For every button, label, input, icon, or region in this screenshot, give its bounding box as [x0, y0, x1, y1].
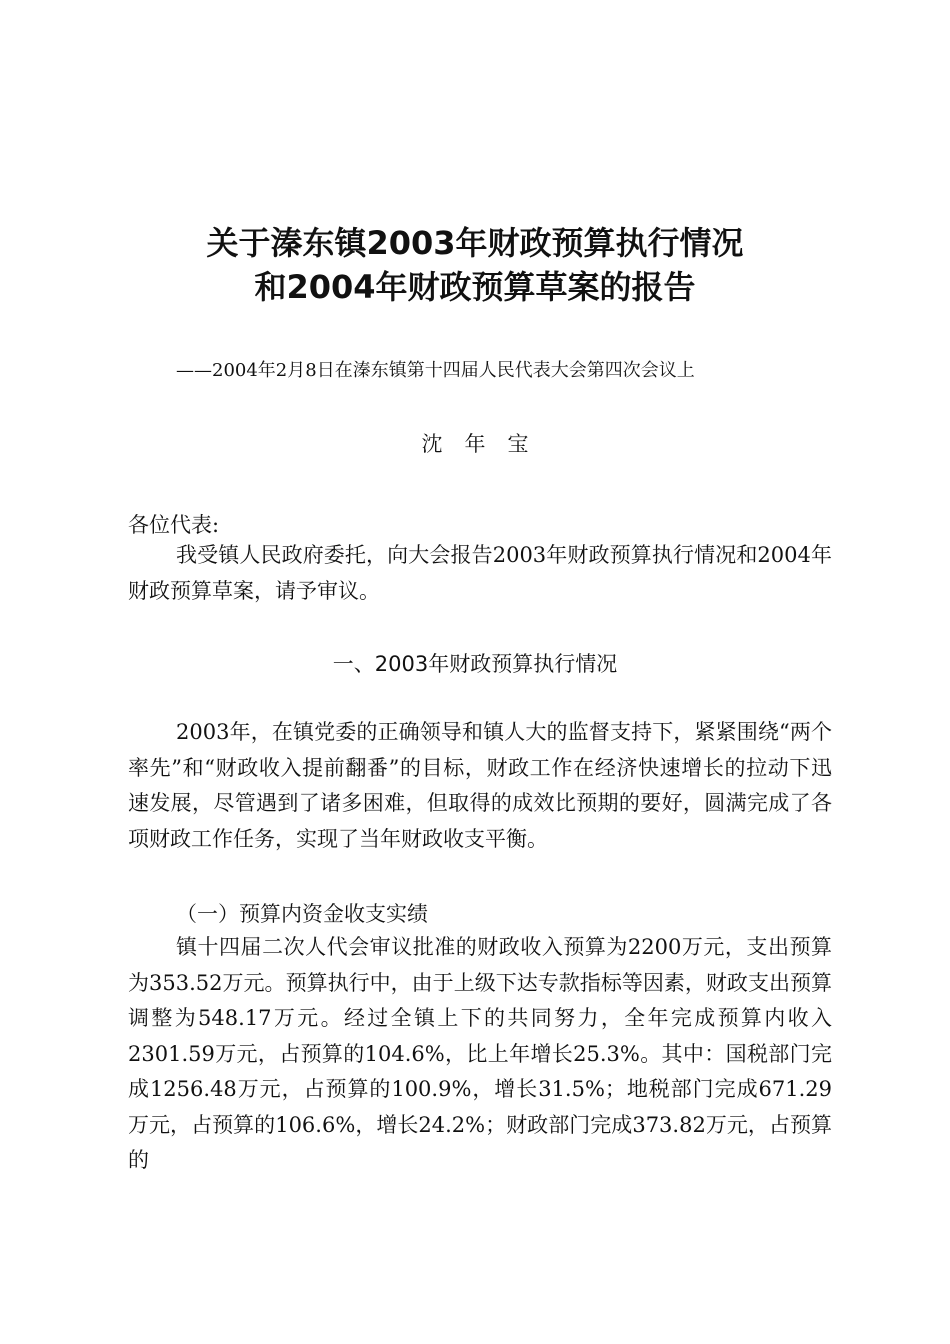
- subheading-1: （一）预算内资金收支实绩: [176, 902, 428, 926]
- body-paragraph-2: 镇十四届二次人代会审议批准的财政收入预算为2200万元，支出预算为353.52万元。预算执行中，由于上级下达专款指标等因素，财政支出预算调整为548.17万元。经过全镇上下的共同努力，全年完成预算内收入2301.59万元，占预算的104.6%，比上年增长25.3%。其中：国税部门完成1256.48万元，占预算的100.9%，增长31.5%；地税部门完成671.29万元，占预算的106.6%，增长24.2%；财政部门完成373.82万元，占预算的: [128, 935, 832, 1172]
- intro-paragraph: 我受镇人民政府委托，向大会报告2003年财政预算执行情况和2004年财政预算草案，请予审议。: [128, 543, 832, 603]
- document-title-line-1: 关于溱东镇2003年财政预算执行情况: [206, 224, 744, 262]
- body-paragraph-1: 2003年，在镇党委的正确领导和镇人大的监督支持下，紧紧围绕“两个率先”和“财政收入提前翻番”的目标，财政工作在经济快速增长的拉动下迅速发展，尽管遇到了诸多困难，但取得的成效比预期的要好，圆满完成了各项财政工作任务，实现了当年财政收支平衡。: [128, 720, 832, 851]
- document-subtitle: ——2004年2月8日在溱东镇第十四届人民代表大会第四次会议上: [176, 360, 695, 381]
- section-heading-1: 一、2003年财政预算执行情况: [332, 652, 618, 676]
- salutation: 各位代表:: [128, 513, 220, 537]
- document-title-line-2: 和2004年财政预算草案的报告: [254, 268, 696, 306]
- author-name: 沈年宝: [421, 432, 551, 456]
